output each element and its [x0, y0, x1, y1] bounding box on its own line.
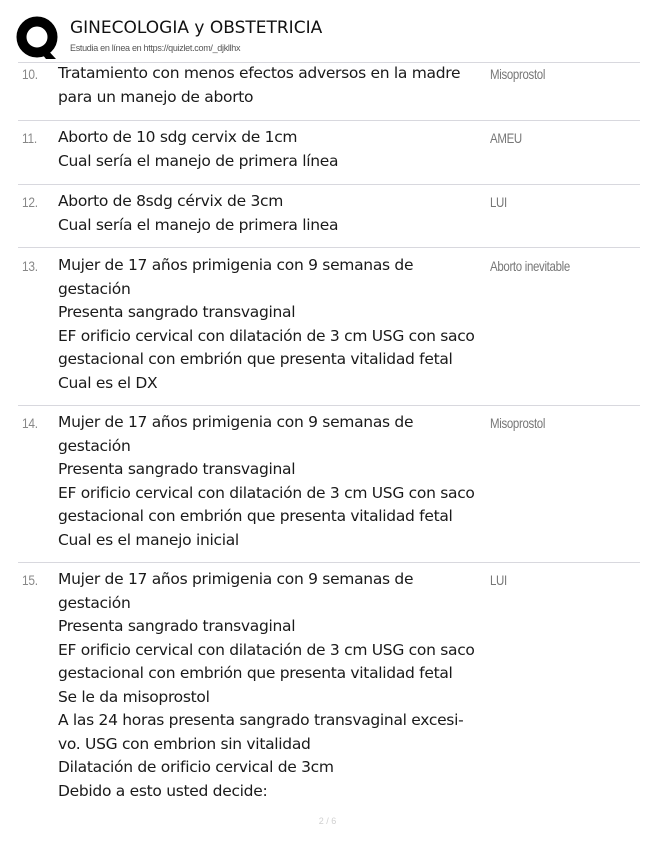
item-number: 15. [22, 572, 38, 588]
item-number: 12. [22, 194, 38, 210]
item-answer: LUI [490, 194, 507, 210]
item-answer: AMEU [490, 130, 522, 146]
page-subtitle: Estudia en línea en https://quizlet.com/_djkllhx [70, 43, 241, 53]
page-title: GINECOLOGIA y OBSTETRICIA [70, 18, 323, 38]
page-header [0, 0, 655, 62]
item-number: 11. [22, 130, 37, 146]
item-question: Mujer de 17 años primigenia con 9 semanas de gestación Presenta sangrado transvaginal EF orificio cervical con dilatación de 3 cm USG con saco gestacional con embrión que presenta vitalidad fetal Cual es el manejo inicial [58, 413, 475, 549]
separator [18, 405, 640, 406]
item-answer: Misoprostol [490, 66, 546, 82]
item-question: Aborto de 10 sdg cervix de 1cm Cual sería el manejo de primera línea [58, 128, 339, 170]
item-question: Aborto de 8sdg cérvix de 3cm Cual sería el manejo de primera linea [58, 192, 339, 234]
item-question: Mujer de 17 años primigenia con 9 semanas de gestación Presenta sangrado transvaginal EF orificio cervical con dilatación de 3 cm USG con saco gestacional con embrión que presenta vitalidad fetal Cual es el DX [58, 256, 475, 392]
page-number: 2 / 6 [318, 816, 337, 826]
item-number: 10. [22, 66, 38, 82]
separator [18, 120, 640, 121]
separator [18, 562, 640, 563]
item-answer: LUI [490, 572, 507, 588]
item-number: 14. [22, 415, 38, 431]
item-question: Tratamiento con menos efectos adversos en la madre para un manejo de aborto [58, 64, 461, 106]
item-answer: Misoprostol [490, 415, 546, 431]
separator [18, 247, 640, 248]
quizlet-logo-icon [16, 16, 60, 60]
separator [18, 184, 640, 185]
item-question: Mujer de 17 años primigenia con 9 semanas de gestación Presenta sangrado transvaginal EF orificio cervical con dilatación de 3 cm USG con saco gestacional con embrión que presenta vitalidad fetal Se le da misoprostol A las 24 horas presenta sangrado transvaginal excesi- vo. USG con embrion sin vitalidad Dilatación de orificio cervical de 3cm Debido a esto usted decide: [58, 570, 475, 800]
item-answer: Aborto inevitable [490, 258, 570, 274]
item-number: 13. [22, 258, 38, 274]
